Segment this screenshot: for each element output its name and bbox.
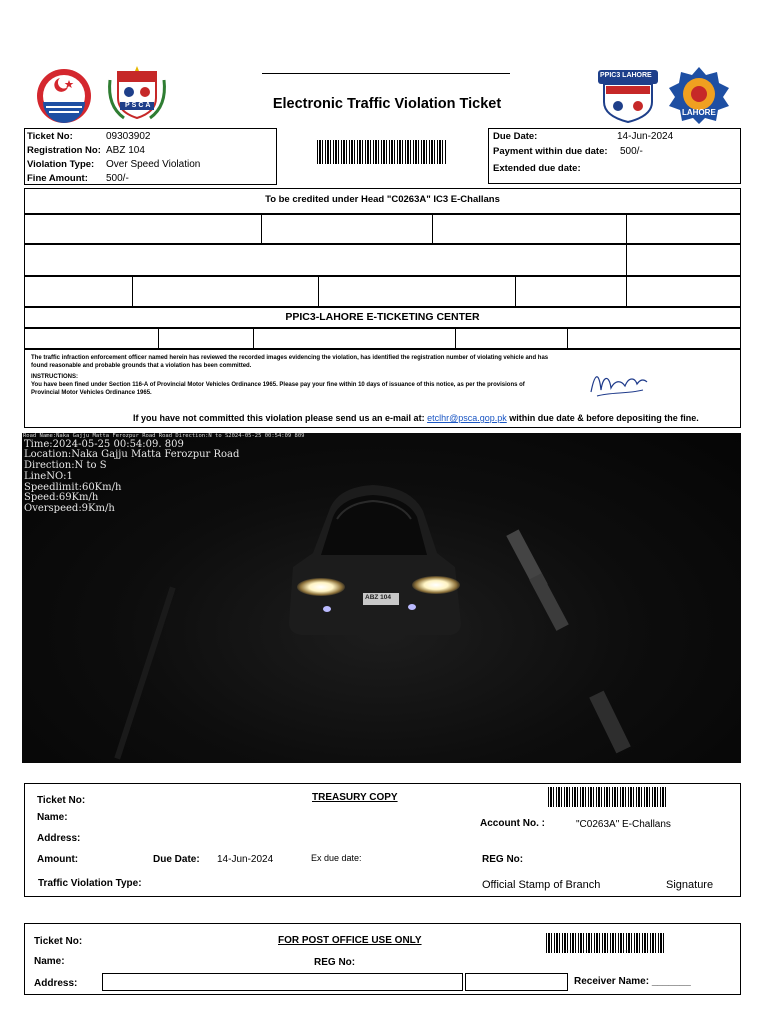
- post-address-field-2[interactable]: [465, 973, 568, 991]
- blank-grid-row-4: [24, 328, 741, 349]
- header-rule: [262, 73, 510, 74]
- instructions-label: INSTRUCTIONS:: [31, 374, 78, 380]
- overlay-speed-limit: Speedlimit:60Km/h: [24, 482, 122, 493]
- overlay-lane: LineNO:1: [24, 471, 73, 482]
- notice-box: [24, 349, 741, 428]
- credit-line-box: [24, 188, 741, 214]
- ppic3-logo: [596, 68, 660, 124]
- treasury-amount-label: Amount:: [37, 854, 79, 865]
- email-line-pre: If you have not committed this violation please send us an e-mail at:: [133, 413, 425, 423]
- fine-amount-label: Fine Amount:: [27, 173, 88, 184]
- post-receiver-label: Receiver Name: _______: [574, 976, 691, 987]
- punjab-police-logo: [34, 68, 94, 124]
- post-barcode: [546, 933, 664, 953]
- center-title-box: [24, 307, 741, 328]
- traffic-police-logo: [666, 66, 732, 124]
- headlight-left: [297, 578, 345, 596]
- treasury-account-value: "C0263A" E-Challans: [576, 819, 671, 830]
- email-line: [133, 413, 699, 423]
- credit-line-text: To be credited under Head "C0263A" IC3 E-Challans: [265, 194, 500, 205]
- post-office-section: [24, 923, 741, 995]
- psca-logo-text: PSCA: [125, 102, 153, 109]
- treasury-violation-type-label: Traffic Violation Type:: [38, 878, 142, 889]
- due-date-value: 14-Jun-2024: [617, 131, 674, 142]
- instructions-text: You have been fined under Section 116-A of Provincial Motor Vehicles Ordinance 1965. Please pay your fine within 10 days of issuance of this notice, as per the provisions of Provincial Motor Vehicles Ordinance 1965.: [31, 382, 525, 396]
- violation-type-value: Over Speed Violation: [106, 159, 201, 170]
- treasury-name-label: Name:: [37, 812, 68, 823]
- post-name-label: Name:: [34, 956, 65, 967]
- treasury-barcode: [548, 787, 666, 807]
- treasury-account-label: Account No. :: [480, 818, 545, 829]
- top-barcode: [317, 140, 447, 164]
- registration-label: Registration No:: [27, 145, 101, 156]
- ticket-no-label: Ticket No:: [27, 131, 73, 142]
- post-title: FOR POST OFFICE USE ONLY: [278, 935, 422, 946]
- car-silhouette: [277, 483, 472, 643]
- overlay-time: Time:2024-05-25 00:54:09. 809: [24, 439, 184, 450]
- due-date-label: Due Date:: [493, 131, 538, 142]
- treasury-ticket-no-label: Ticket No:: [37, 795, 86, 806]
- email-line-post: within due date & before depositing the fine.: [509, 413, 699, 423]
- ticket-info-box: [24, 128, 277, 185]
- post-address-label: Address:: [34, 978, 78, 989]
- psca-logo: [104, 66, 170, 122]
- overlay-speed: Speed:69Km/h: [24, 492, 99, 503]
- treasury-due-date-value: 14-Jun-2024: [217, 854, 274, 865]
- post-address-field[interactable]: [102, 973, 463, 991]
- center-title: PPIC3-LAHORE E-TICKETING CENTER: [285, 311, 480, 323]
- treasury-reg-label: REG No:: [482, 854, 524, 865]
- officer-signature: [587, 366, 651, 402]
- psca-shield-icon: [104, 66, 170, 122]
- license-plate: ABZ 104: [365, 594, 392, 601]
- treasury-title: TREASURY COPY: [312, 792, 398, 803]
- extended-due-label: Extended due date:: [493, 163, 581, 174]
- treasury-signature-label: Signature: [666, 879, 714, 891]
- post-ticket-no-label: Ticket No:: [34, 936, 83, 947]
- treasury-copy-section: [24, 783, 741, 897]
- ticket-no-value: 09303902: [106, 131, 151, 142]
- payment-label: Payment within due date:: [493, 146, 608, 157]
- email-link[interactable]: etclhr@psca.gop.pk: [427, 413, 507, 423]
- overlay-overspeed: Overspeed:9Km/h: [24, 503, 115, 514]
- treasury-ex-due-label: Ex due date:: [311, 853, 362, 863]
- page-title: Electronic Traffic Violation Ticket: [272, 96, 502, 112]
- police-emblem-icon: [34, 68, 94, 124]
- violation-photo: [22, 433, 741, 763]
- violation-type-label: Violation Type:: [27, 159, 95, 170]
- headlight-right: [412, 576, 460, 594]
- blank-grid-row-3: [24, 276, 741, 307]
- overlay-location: Location:Naka Gajju Matta Ferozpur Road: [24, 449, 240, 460]
- payment-value: 500/-: [620, 146, 643, 157]
- ppic3-logo-text: PPIC3 LAHORE: [600, 72, 652, 79]
- treasury-address-label: Address:: [37, 833, 81, 844]
- blank-grid-row-1: [24, 214, 741, 244]
- registration-value: ABZ 104: [106, 145, 145, 156]
- traffic-police-logo-text: LAHORE: [682, 108, 716, 117]
- overlay-direction: Direction:N to S: [24, 460, 107, 471]
- fine-amount-value: 500/-: [106, 173, 129, 184]
- due-date-box: [488, 128, 741, 184]
- post-reg-label: REG No:: [314, 957, 356, 968]
- overlay-header: Road Name:Naka Gajju Matta Ferozpur Road Road Direction:N to S2024-05-25 00:54:09 809: [23, 433, 305, 439]
- blank-grid-row-2: [24, 244, 741, 276]
- notice-paragraph: The traffic infraction enforcement officer named herein has reviewed the recorded images evidencing the violation, has identified the registration number of violating vehicle and has found reasonable and probable grounds that a violation has been committed.: [31, 355, 549, 369]
- treasury-due-date-label: Due Date:: [153, 854, 200, 865]
- treasury-stamp-label: Official Stamp of Branch: [482, 879, 601, 891]
